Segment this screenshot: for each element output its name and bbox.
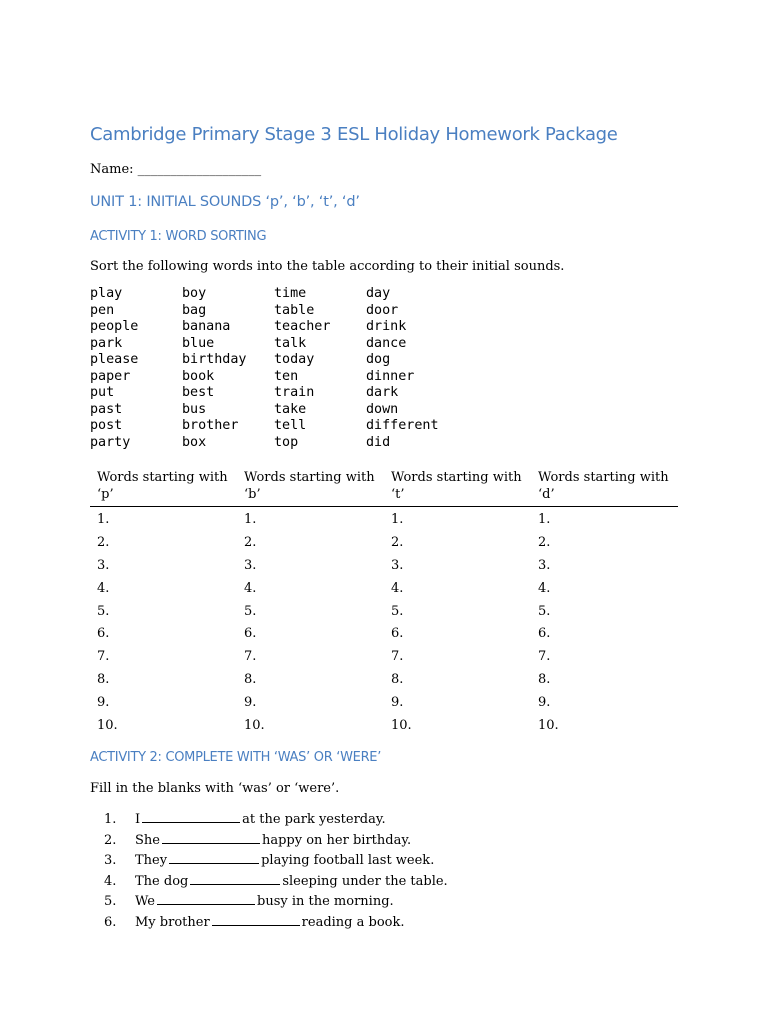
- word-item: people: [90, 319, 139, 334]
- fill-in-item: [104, 851, 448, 872]
- column-header-letter: ‘p’: [97, 487, 114, 502]
- table-cell-number: 9.: [391, 695, 404, 711]
- item-number: 4.: [104, 873, 117, 889]
- word-item: dark: [366, 385, 399, 400]
- word-item: today: [274, 352, 315, 367]
- table-cell-number: 3.: [538, 557, 551, 573]
- table-cell-number: 6.: [244, 626, 257, 642]
- table-cell-number: 10.: [244, 718, 265, 734]
- table-row: [90, 690, 678, 713]
- word-list-row: [90, 385, 458, 402]
- document-title: Cambridge Primary Stage 3 ESL Holiday Homework Package: [90, 124, 618, 145]
- table-cell-number: 9.: [538, 695, 551, 711]
- table-cell-number: 10.: [538, 718, 559, 734]
- sentence-end: at the park yesterday.: [242, 812, 386, 827]
- word-list-row: [90, 336, 458, 353]
- table-cell-number: 8.: [97, 672, 110, 688]
- sorting-table: [90, 469, 678, 736]
- table-row: [90, 530, 678, 553]
- word-item: dinner: [366, 368, 415, 384]
- word-list-row: [90, 319, 458, 336]
- answer-blank[interactable]: [190, 872, 280, 885]
- word-item: dance: [366, 335, 407, 351]
- fill-in-list: [104, 810, 448, 933]
- table-cell-number: 3.: [391, 557, 404, 573]
- column-header-letter: ‘b’: [244, 487, 261, 502]
- table-cell-number: 1.: [391, 512, 404, 527]
- item-number: 3.: [104, 853, 117, 868]
- activity1-instruction: Sort the following words into the table according to their initial sounds.: [90, 259, 565, 274]
- table-cell-number: 3.: [97, 557, 110, 573]
- sentence-start: The dog: [135, 873, 189, 889]
- table-cell-number: 4.: [244, 580, 257, 596]
- table-column-header: [384, 469, 531, 506]
- table-row: [90, 599, 678, 622]
- sentence-start: We: [135, 894, 155, 909]
- answer-blank[interactable]: [169, 851, 259, 864]
- table-body: [90, 507, 678, 736]
- table-cell-number: 3.: [244, 557, 257, 573]
- word-item: tell: [274, 418, 307, 433]
- table-cell-number: 10.: [391, 718, 412, 734]
- word-item: box: [182, 434, 207, 450]
- word-list: [90, 286, 458, 451]
- table-column-header: [237, 469, 384, 506]
- activity2-heading: ACTIVITY 2: COMPLETE WITH ‘WAS’ OR ‘WERE’: [90, 750, 382, 765]
- table-cell-number: 2.: [538, 534, 551, 550]
- table-row: [90, 644, 678, 667]
- table-column-header: [531, 469, 678, 506]
- word-item: take: [274, 401, 307, 417]
- word-item: bag: [182, 302, 207, 318]
- word-item: birthday: [182, 352, 247, 367]
- fill-in-item: [104, 810, 448, 831]
- item-number: 2.: [104, 832, 117, 848]
- item-number: 6.: [104, 914, 117, 930]
- table-cell-number: 8.: [538, 672, 551, 688]
- table-cell-number: 6.: [538, 626, 551, 642]
- column-header-text: Words starting with: [97, 470, 228, 485]
- table-cell-number: 7.: [244, 649, 257, 665]
- table-cell-number: 4.: [538, 580, 551, 596]
- word-list-row: [90, 435, 458, 452]
- table-cell-number: 5.: [391, 603, 404, 619]
- word-item: paper: [90, 368, 131, 384]
- table-column-header: [90, 469, 237, 506]
- word-item: pen: [90, 302, 115, 318]
- table-cell-number: 5.: [538, 603, 551, 619]
- name-field-line: Name: ___________________: [90, 162, 262, 177]
- fill-in-item: [104, 872, 448, 893]
- table-cell-number: 1.: [244, 512, 257, 527]
- table-cell-number: 4.: [97, 580, 110, 596]
- word-item: bus: [182, 401, 207, 417]
- fill-in-item: [104, 831, 448, 852]
- word-item: ten: [274, 368, 299, 384]
- word-item: talk: [274, 335, 307, 351]
- item-number: 5.: [104, 894, 117, 909]
- table-row: [90, 576, 678, 599]
- sentence-start: They: [135, 853, 168, 868]
- sentence-end: happy on her birthday.: [261, 832, 412, 848]
- table-row: [90, 507, 678, 530]
- answer-blank[interactable]: [157, 892, 255, 905]
- fill-in-item: [104, 892, 448, 913]
- activity1-heading: ACTIVITY 1: WORD SORTING: [90, 229, 267, 244]
- word-item: please: [90, 352, 139, 367]
- word-item: top: [274, 434, 299, 450]
- answer-blank[interactable]: [212, 913, 300, 926]
- table-row: [90, 553, 678, 576]
- word-item: table: [274, 302, 315, 318]
- column-header-letter: ‘d’: [538, 487, 555, 502]
- word-list-row: [90, 418, 458, 435]
- sentence-start: My brother: [135, 914, 210, 930]
- table-row: [90, 713, 678, 736]
- table-cell-number: 6.: [97, 626, 110, 642]
- word-item: time: [274, 286, 307, 301]
- column-header-text: Words starting with: [538, 470, 669, 485]
- table-header-row: [90, 469, 678, 507]
- table-cell-number: 1.: [97, 512, 110, 527]
- word-list-row: [90, 369, 458, 386]
- answer-blank[interactable]: [162, 831, 260, 844]
- word-item: drink: [366, 319, 407, 334]
- word-item: put: [90, 385, 115, 400]
- word-item: train: [274, 385, 315, 400]
- table-cell-number: 10.: [97, 718, 118, 734]
- table-cell-number: 7.: [538, 649, 551, 665]
- answer-blank[interactable]: [142, 810, 240, 823]
- word-item: play: [90, 286, 123, 301]
- word-list-row: [90, 402, 458, 419]
- word-list-row: [90, 303, 458, 320]
- word-item: brother: [182, 418, 239, 433]
- word-item: dog: [366, 352, 391, 367]
- activity2-instruction: Fill in the blanks with ‘was’ or ‘were’.: [90, 781, 340, 796]
- word-item: banana: [182, 319, 231, 334]
- word-item: past: [90, 401, 123, 417]
- table-cell-number: 5.: [97, 603, 110, 619]
- word-item: party: [90, 434, 131, 450]
- table-cell-number: 9.: [244, 695, 257, 711]
- word-item: did: [366, 434, 391, 450]
- table-cell-number: 2.: [391, 534, 404, 550]
- word-item: book: [182, 368, 215, 384]
- word-item: park: [90, 335, 123, 351]
- fill-in-item: [104, 913, 448, 934]
- table-cell-number: 2.: [244, 534, 257, 550]
- sentence-end: playing football last week.: [261, 853, 435, 868]
- word-item: different: [366, 418, 439, 433]
- sentence-end: reading a book.: [301, 914, 405, 930]
- word-item: blue: [182, 335, 215, 351]
- sentence-end: busy in the morning.: [257, 894, 394, 909]
- column-header-text: Words starting with: [391, 470, 522, 485]
- word-list-row: [90, 286, 458, 303]
- table-row: [90, 667, 678, 690]
- table-cell-number: 7.: [391, 649, 404, 665]
- unit-heading: UNIT 1: INITIAL SOUNDS ‘p’, ‘b’, ‘t’, ‘d’: [90, 194, 360, 210]
- sentence-start: I: [135, 812, 141, 827]
- word-item: best: [182, 385, 215, 400]
- item-number: 1.: [104, 812, 117, 827]
- word-item: door: [366, 302, 399, 318]
- column-header-letter: ‘t’: [391, 487, 405, 502]
- sentence-start: She: [135, 832, 160, 848]
- word-list-row: [90, 352, 458, 369]
- table-cell-number: 2.: [97, 534, 110, 550]
- table-cell-number: 5.: [244, 603, 257, 619]
- table-cell-number: 4.: [391, 580, 404, 596]
- word-item: down: [366, 401, 399, 417]
- table-row: [90, 621, 678, 644]
- table-cell-number: 9.: [97, 695, 110, 711]
- word-item: teacher: [274, 319, 331, 334]
- word-item: post: [90, 418, 123, 433]
- sentence-end: sleeping under the table.: [282, 873, 448, 889]
- table-cell-number: 8.: [391, 672, 404, 688]
- column-header-text: Words starting with: [244, 470, 375, 485]
- table-cell-number: 8.: [244, 672, 257, 688]
- table-cell-number: 7.: [97, 649, 110, 665]
- table-cell-number: 1.: [538, 512, 551, 527]
- word-item: boy: [182, 286, 207, 301]
- table-cell-number: 6.: [391, 626, 404, 642]
- word-item: day: [366, 286, 391, 301]
